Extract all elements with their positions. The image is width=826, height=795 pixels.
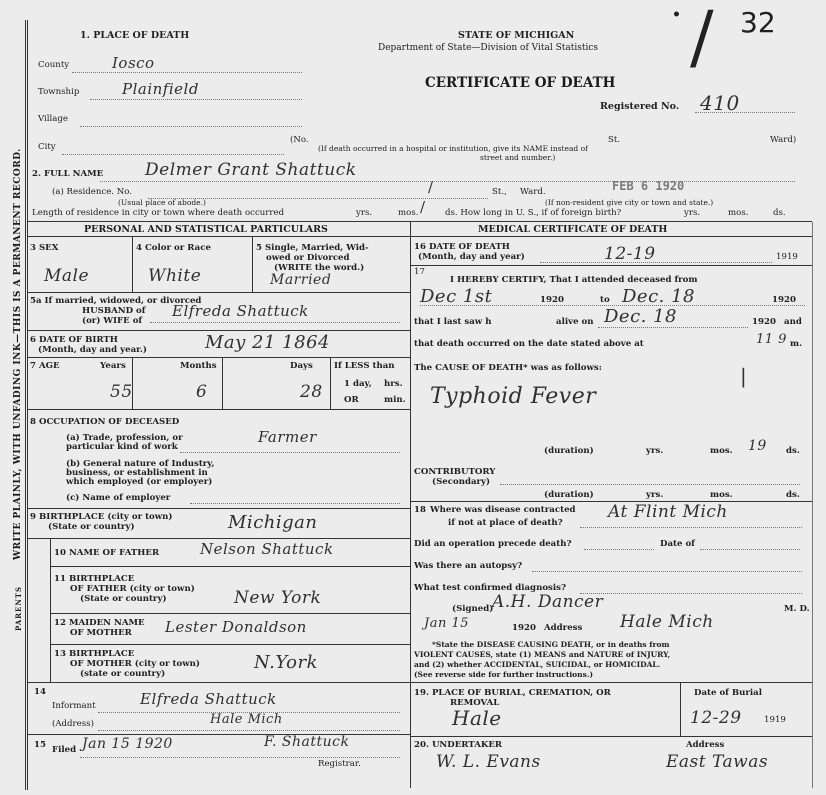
place-of-death-heading: 1. PLACE OF DEATH bbox=[80, 30, 190, 41]
hospital-note-2: street and number.) bbox=[480, 153, 556, 162]
left-border-inner bbox=[27, 20, 28, 790]
days-label: Days bbox=[290, 361, 313, 371]
burial-divider bbox=[680, 682, 681, 736]
occupation-value: Farmer bbox=[258, 428, 317, 446]
mother-label-1: 12 MAIDEN NAME bbox=[54, 618, 145, 628]
filed-line bbox=[80, 757, 400, 758]
row-line-4 bbox=[27, 409, 410, 410]
duration-ds-2: ds. bbox=[786, 490, 800, 500]
stamp-number: 32 bbox=[740, 6, 776, 39]
sex-divider bbox=[132, 237, 133, 292]
right-row-line-4 bbox=[410, 736, 812, 737]
burial-year: 19 bbox=[774, 715, 786, 725]
row-line-11 bbox=[27, 734, 410, 735]
occ-c: (c) Name of employer bbox=[66, 493, 171, 503]
filed-label: Filed bbox=[52, 745, 77, 755]
signed-label: (Signed) bbox=[452, 604, 494, 614]
months-label: Months bbox=[180, 361, 217, 371]
informant-num: 14 bbox=[34, 687, 46, 697]
less-than-label: If LESS than bbox=[334, 361, 395, 371]
duration-yrs-1: yrs. bbox=[646, 446, 664, 456]
dod-year: 19 bbox=[786, 252, 798, 262]
spouse-value: Elfreda Shattuck bbox=[172, 302, 309, 320]
personal-section-title: PERSONAL AND STATISTICAL PARTICULARS bbox=[84, 224, 328, 235]
sign-year: 1920 bbox=[512, 623, 536, 633]
dod-value: 12-19 bbox=[604, 244, 656, 264]
right-row-line-3 bbox=[410, 682, 812, 683]
date-of-label: Date of bbox=[660, 539, 695, 549]
signed-value: A.H. Dancer bbox=[492, 592, 604, 612]
registered-no-line bbox=[695, 112, 795, 113]
parents-divider bbox=[50, 538, 51, 682]
marital-label-3: (WRITE the word.) bbox=[274, 263, 365, 273]
attended-to-year: 1920 bbox=[772, 295, 796, 305]
contracted-label-2: if not at place of death? bbox=[448, 518, 563, 528]
contributory-line bbox=[500, 484, 800, 485]
color-value: White bbox=[148, 266, 202, 286]
undertaker-address: East Tawas bbox=[666, 752, 769, 772]
age-days: 28 bbox=[300, 382, 323, 402]
sign-address: Hale Mich bbox=[620, 612, 714, 632]
mother-bp-3: (state or country) bbox=[80, 669, 166, 679]
full-name-label: 2. FULL NAME bbox=[32, 169, 104, 179]
autopsy-label: Was there an autopsy? bbox=[414, 561, 523, 571]
age-months: 6 bbox=[196, 382, 208, 402]
burial-value: Hale bbox=[452, 706, 502, 730]
occ-b-1: (b) General nature of Industry, bbox=[66, 459, 215, 469]
length-residence-label: Length of residence in city or town where death occurred bbox=[32, 208, 285, 218]
burial-century: 1919 bbox=[764, 715, 786, 725]
to-label: to bbox=[600, 295, 610, 305]
informant-address-line bbox=[98, 730, 400, 731]
nonres-note: (If non-resident give city or town and state.) bbox=[545, 198, 714, 207]
township-label: Township bbox=[38, 87, 80, 97]
footnote-4: (See reverse side for further instructions.) bbox=[414, 670, 594, 679]
md-label: M. D. bbox=[784, 604, 810, 614]
years-label: Years bbox=[100, 361, 126, 371]
county-label: County bbox=[38, 60, 70, 70]
spouse-line bbox=[150, 322, 400, 323]
county-line bbox=[72, 72, 302, 73]
m-label: m. bbox=[790, 339, 803, 349]
dod-century: 1919 bbox=[776, 252, 798, 262]
length-mark: / bbox=[420, 198, 426, 216]
informant-label: Informant bbox=[52, 701, 96, 711]
last-saw-line bbox=[598, 327, 748, 328]
department-heading: Department of State—Division of Vital Statistics bbox=[378, 43, 599, 53]
alive-on-label: alive on bbox=[556, 317, 594, 327]
city-label: City bbox=[38, 142, 56, 152]
residence-label: (a) Residence. No. bbox=[52, 187, 133, 197]
filed-value: Jan 15 1920 bbox=[82, 736, 173, 752]
undertaker-address-label: Address bbox=[686, 740, 725, 750]
test-line bbox=[580, 593, 802, 594]
spouse-label-1: 5a If married, widowed, or divorced bbox=[30, 296, 202, 306]
residence-ward: Ward. bbox=[520, 187, 546, 197]
row-line-8 bbox=[50, 613, 410, 614]
row-line-3 bbox=[27, 357, 410, 358]
dob-label-1: 6 DATE OF BIRTH bbox=[30, 335, 118, 345]
attended-to: Dec. 18 bbox=[622, 286, 696, 307]
full-name-line bbox=[100, 181, 795, 182]
filed-signature: F. Shattuck bbox=[264, 734, 350, 750]
informant-address-label: (Address) bbox=[52, 719, 94, 729]
us-mos: mos. bbox=[728, 208, 749, 218]
last-saw-year: 1920 bbox=[752, 317, 776, 327]
duration-value: 19 bbox=[748, 438, 767, 454]
one-day-label: 1 day, bbox=[344, 379, 372, 389]
informant-address-value: Hale Mich bbox=[210, 712, 283, 727]
color-label: 4 Color or Race bbox=[136, 243, 211, 253]
county-value: Iosco bbox=[112, 54, 155, 72]
dod-line bbox=[540, 262, 772, 263]
autopsy-line bbox=[532, 571, 802, 572]
father-bp-3: (State or country) bbox=[80, 594, 167, 604]
row-line-10 bbox=[27, 682, 410, 683]
age-years: 55 bbox=[110, 382, 133, 402]
hrs-label: hrs. bbox=[384, 379, 403, 389]
sex-label: 3 SEX bbox=[30, 243, 59, 253]
mother-bp-1: 13 BIRTHPLACE bbox=[54, 649, 135, 659]
row-line-2 bbox=[27, 330, 410, 331]
and-label: and bbox=[784, 317, 802, 327]
duration-mos-2: mos. bbox=[710, 490, 733, 500]
length-ds-how-long: ds. How long in U. S., if of foreign birth? bbox=[445, 208, 622, 218]
right-row-line-1 bbox=[410, 265, 812, 266]
test-label: What test confirmed diagnosis? bbox=[414, 583, 567, 593]
contracted-value: At Flint Mich bbox=[608, 502, 728, 522]
age-divider-3 bbox=[330, 357, 331, 409]
city-line bbox=[62, 154, 284, 155]
certify-text: I HEREBY CERTIFY, That I attended deceased from bbox=[450, 275, 698, 285]
duration-label-1: (duration) bbox=[544, 446, 594, 456]
residence-st: St., bbox=[492, 187, 507, 197]
township-value: Plainfield bbox=[122, 80, 199, 98]
father-bp-value: New York bbox=[234, 588, 322, 608]
father-value: Nelson Shattuck bbox=[200, 540, 334, 558]
us-yrs: yrs. bbox=[684, 208, 701, 218]
footnote-3: and (2) whether ACCIDENTAL, SUICIDAL, or HOMICIDAL. bbox=[414, 660, 661, 669]
cause-value: Typhoid Fever bbox=[430, 384, 597, 409]
footnote-1: *State the DISEASE CAUSING DEATH, or in deaths from bbox=[432, 640, 670, 649]
registrar-label: Registrar. bbox=[318, 759, 361, 769]
burial-date-value: 12-29 bbox=[690, 708, 742, 728]
birthplace-value: Michigan bbox=[228, 512, 318, 533]
check-mark: / bbox=[690, 0, 715, 78]
or-label: OR bbox=[344, 395, 359, 405]
burial-label-1: 19. PLACE OF BURIAL, CREMATION, OR bbox=[414, 688, 611, 698]
marital-value: Married bbox=[270, 272, 332, 288]
sign-address-label: Address bbox=[544, 623, 583, 633]
mother-bp-value: N.York bbox=[254, 652, 318, 673]
occ-b-2: business, or establishment in bbox=[66, 468, 208, 478]
township-line bbox=[90, 99, 302, 100]
dob-label-2: (Month, day and year.) bbox=[38, 345, 147, 355]
last-saw-value: Dec. 18 bbox=[604, 306, 678, 327]
corner-mark: • bbox=[672, 7, 681, 23]
occupation-label: 8 OCCUPATION OF DECEASED bbox=[30, 417, 180, 427]
us-ds: ds. bbox=[773, 208, 786, 218]
registered-no-label: Registered No. bbox=[600, 101, 680, 112]
dod-label-1: 16 DATE OF DEATH bbox=[414, 242, 510, 252]
color-divider bbox=[252, 237, 253, 292]
parents-label: PARENTS bbox=[14, 585, 24, 632]
center-divider bbox=[410, 222, 411, 788]
cause-label: The CAUSE OF DEATH* was as follows: bbox=[414, 363, 602, 373]
death-time: 11 9 bbox=[756, 332, 787, 347]
filed-num: 15 bbox=[34, 740, 46, 750]
father-bp-1: 11 BIRTHPLACE bbox=[54, 574, 135, 584]
dod-label-2: (Month, day and year) bbox=[418, 252, 525, 262]
state-heading: STATE OF MICHIGAN bbox=[458, 30, 575, 41]
undertaker-value: W. L. Evans bbox=[436, 752, 541, 772]
age-divider-2 bbox=[222, 357, 223, 409]
received-stamp: FEB 6 1920 bbox=[612, 179, 685, 193]
margin-warning: WRITE PLAINLY, WITH UNFADING INK—THIS IS A PERMANENT RECORD. bbox=[13, 148, 23, 560]
left-border bbox=[25, 20, 26, 790]
residence-mark: / bbox=[428, 178, 434, 196]
cause-mark: | bbox=[740, 364, 748, 388]
operation-label: Did an operation precede death? bbox=[414, 539, 572, 549]
birthplace-label-2: (State or country) bbox=[48, 522, 135, 532]
spouse-label-2: HUSBAND of bbox=[82, 306, 146, 316]
footnote-2: VIOLENT CAUSES, state (1) MEANS and NATURE of INJURY, bbox=[414, 650, 671, 659]
right-border bbox=[812, 222, 813, 788]
contracted-line bbox=[580, 527, 802, 528]
row-line-5 bbox=[27, 508, 410, 509]
sex-value: Male bbox=[44, 266, 90, 286]
section-top-line bbox=[27, 221, 812, 222]
no-label: (No. bbox=[290, 135, 309, 145]
duration-label-2: (duration) bbox=[544, 490, 594, 500]
mother-label-2: OF MOTHER bbox=[70, 628, 132, 638]
undertaker-label: 20. UNDERTAKER bbox=[414, 740, 503, 750]
duration-ds-1: ds. bbox=[786, 446, 800, 456]
row-line-1 bbox=[27, 292, 410, 293]
village-line bbox=[80, 126, 302, 127]
informant-value: Elfreda Shattuck bbox=[140, 690, 277, 708]
medical-section-title: MEDICAL CERTIFICATE OF DEATH bbox=[478, 224, 668, 235]
full-name-value: Delmer Grant Shattuck bbox=[145, 160, 357, 180]
row-line-6 bbox=[27, 538, 410, 539]
age-label: 7 AGE bbox=[30, 361, 60, 371]
dob-value: May 21 1864 bbox=[205, 332, 330, 353]
mother-bp-2: OF MOTHER (city or town) bbox=[70, 659, 200, 669]
mother-value: Lester Donaldson bbox=[165, 618, 307, 636]
section-title-line bbox=[27, 236, 812, 237]
occ-b-3: which employed (or employer) bbox=[66, 477, 213, 487]
certificate-title: CERTIFICATE OF DEATH bbox=[425, 75, 616, 91]
num18: 18 bbox=[414, 505, 426, 515]
father-label: 10 NAME OF FATHER bbox=[54, 548, 160, 558]
village-label: Village bbox=[38, 114, 69, 124]
length-yrs: yrs. bbox=[356, 208, 373, 218]
registered-no-value: 410 bbox=[700, 91, 740, 115]
contracted-label-1: Where was disease contracted bbox=[430, 505, 576, 515]
attended-from: Dec 1st bbox=[420, 286, 493, 307]
last-saw-text: that I last saw h bbox=[414, 317, 492, 327]
marital-label-2: owed or Divorced bbox=[266, 253, 350, 263]
birthplace-label-1: 9 BIRTHPLACE (city or town) bbox=[30, 512, 173, 522]
burial-label-2: REMOVAL bbox=[450, 698, 500, 708]
ward-label: Ward) bbox=[770, 135, 797, 145]
occ-a-2: particular kind of work bbox=[66, 442, 178, 452]
secondary-label: (Secondary) bbox=[432, 477, 491, 487]
length-mos: mos. bbox=[398, 208, 419, 218]
employer-line bbox=[190, 503, 400, 504]
father-bp-2: OF FATHER (city or town) bbox=[70, 584, 195, 594]
sign-date: Jan 15 bbox=[424, 616, 470, 631]
occ-a-1: (a) Trade, profession, or bbox=[66, 433, 183, 443]
occupation-line bbox=[180, 452, 400, 453]
abode-note: (Usual place of abode.) bbox=[118, 198, 206, 207]
death-occurred-text: that death occurred on the date stated above at bbox=[414, 339, 644, 349]
date-of-line bbox=[700, 549, 800, 550]
num17: 17 bbox=[414, 267, 425, 277]
row-line-9 bbox=[50, 644, 410, 645]
burial-date-label: Date of Burial bbox=[694, 688, 763, 698]
duration-yrs-2: yrs. bbox=[646, 490, 664, 500]
spouse-label-3: (or) WIFE of bbox=[82, 316, 143, 326]
operation-line bbox=[584, 549, 654, 550]
row-line-7 bbox=[50, 566, 410, 567]
contributory-label: CONTRIBUTORY bbox=[414, 467, 496, 477]
attended-from-year: 1920 bbox=[540, 295, 564, 305]
st-label: St. bbox=[608, 135, 621, 145]
min-label: min. bbox=[384, 395, 406, 405]
hospital-note-1: (If death occurred in a hospital or institution, give its NAME instead of bbox=[318, 144, 588, 153]
marital-label-1: 5 Single, Married, Wid- bbox=[256, 243, 369, 253]
duration-mos-1: mos. bbox=[710, 446, 733, 456]
